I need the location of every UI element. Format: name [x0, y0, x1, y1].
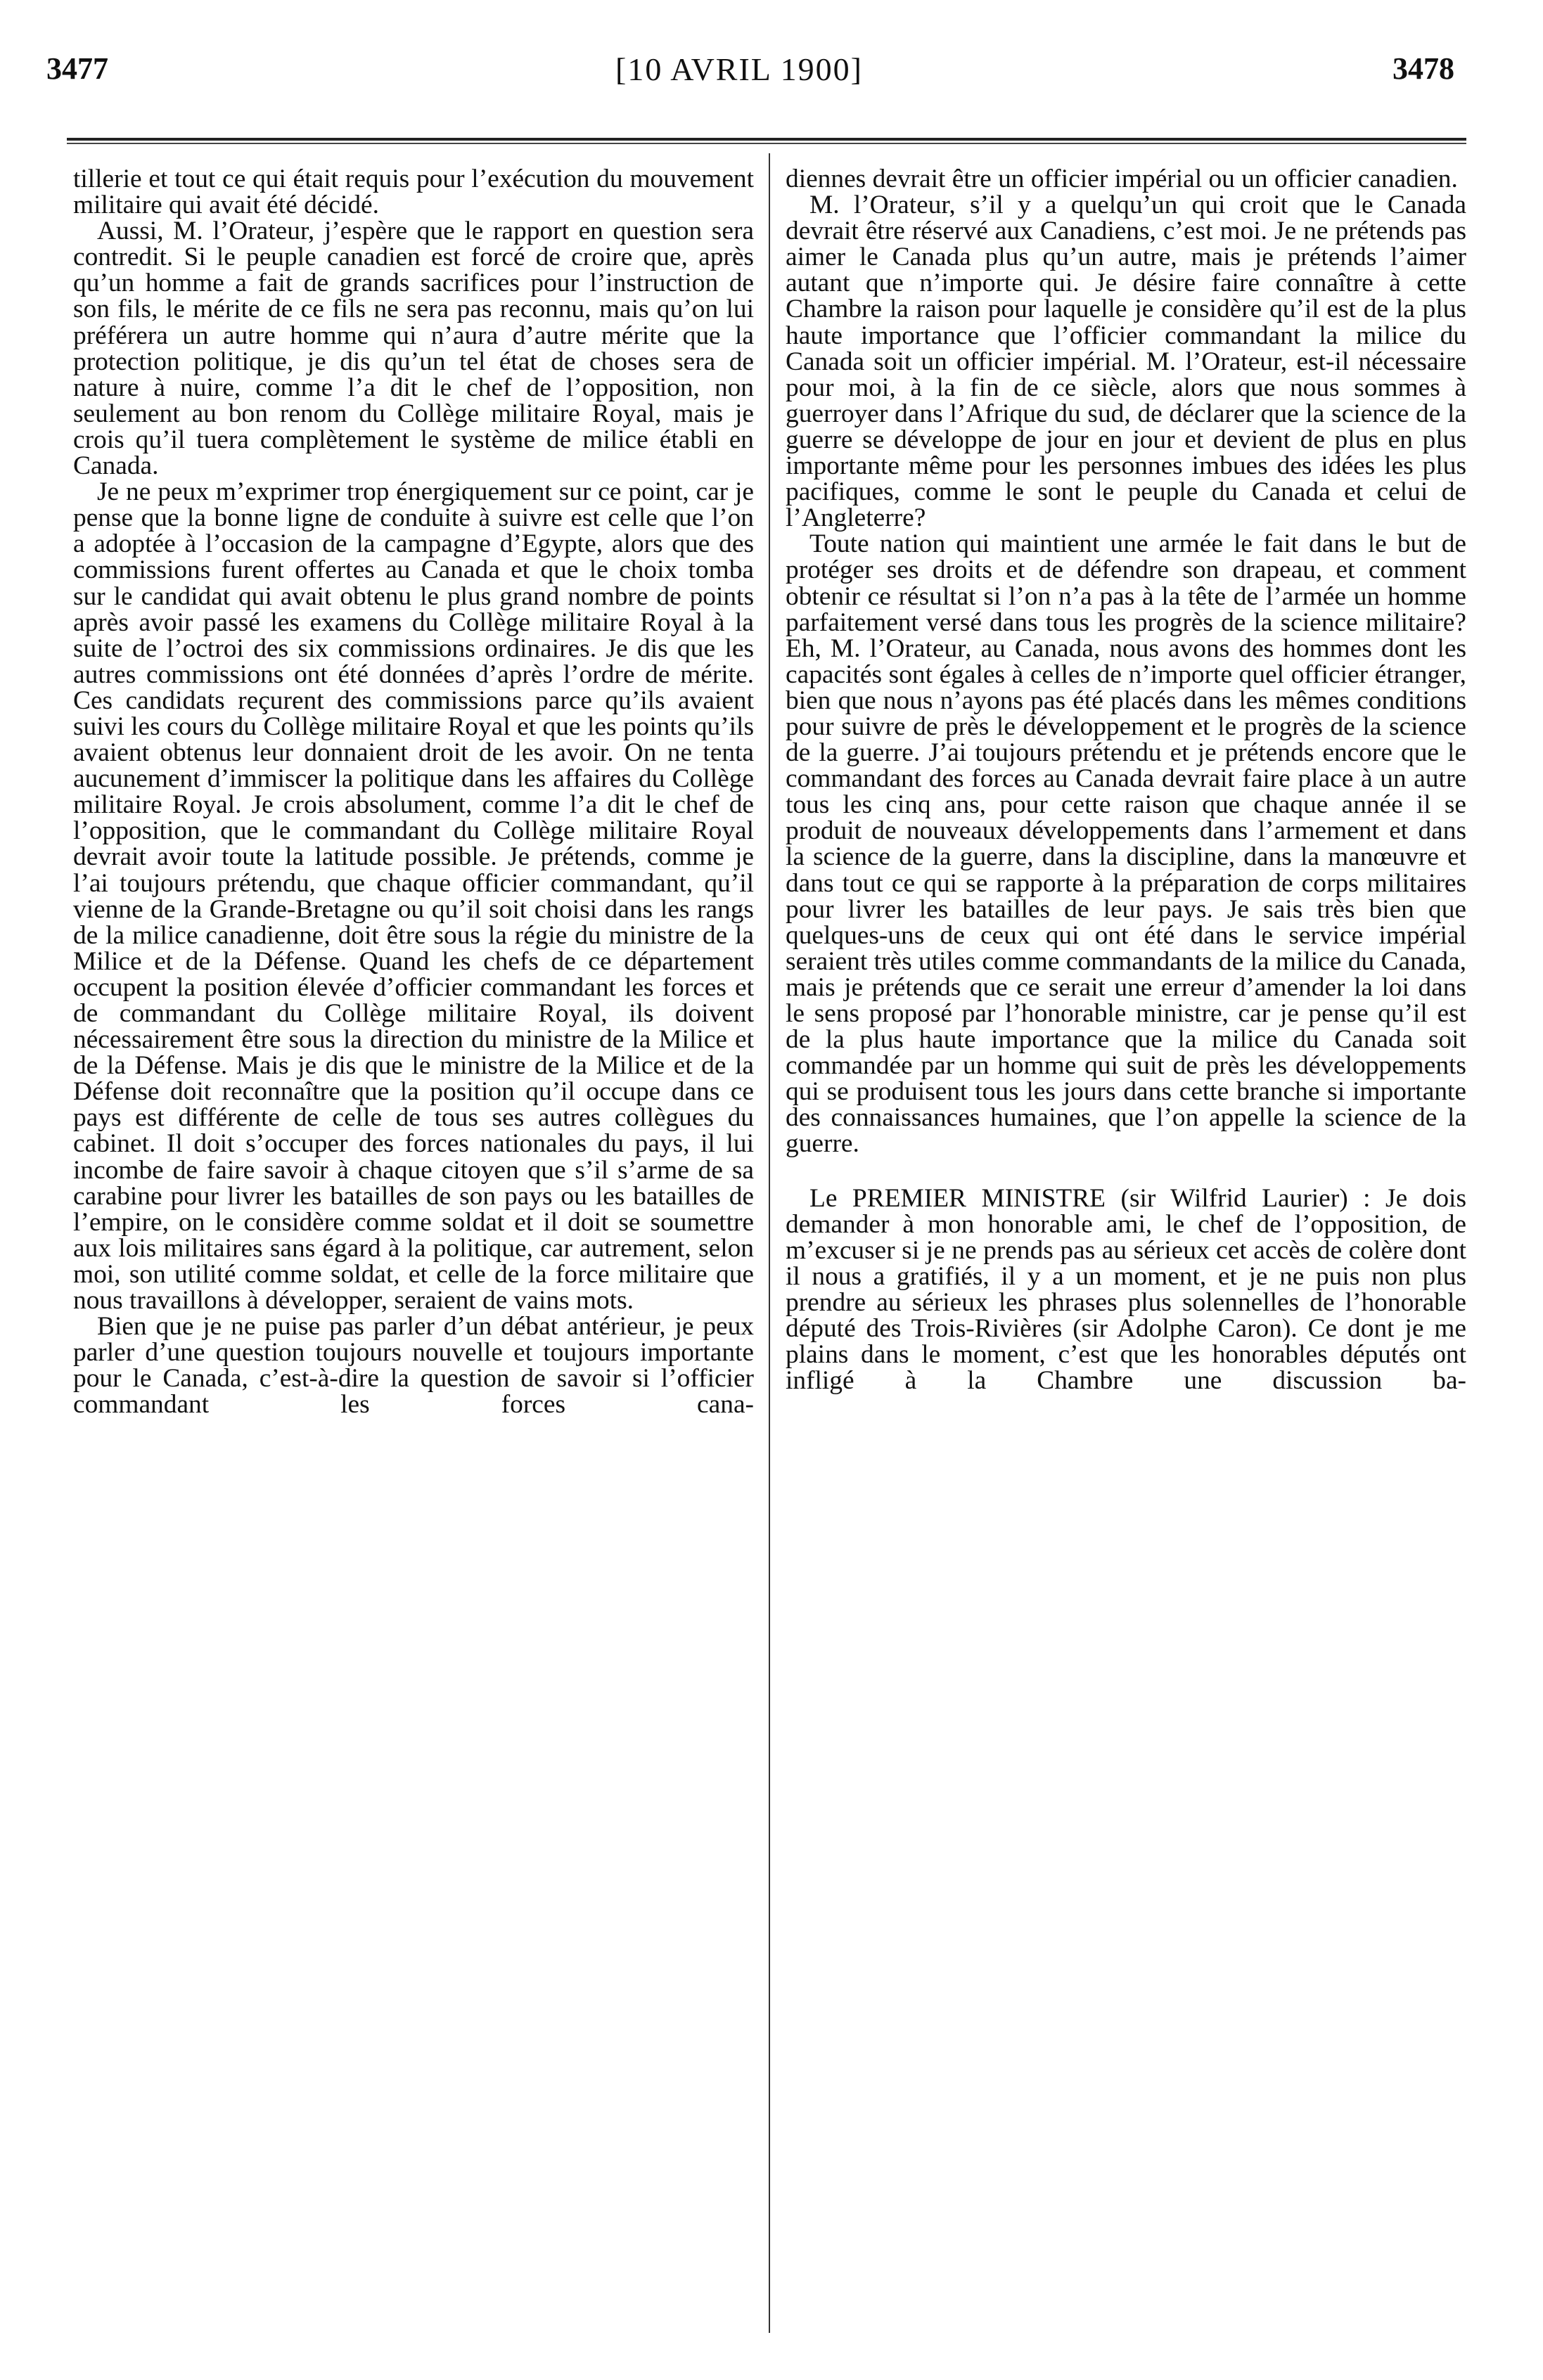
speaker-paragraph: Le PREMIER MINISTRE (sir Wilfrid Laurier) : Je dois demander à mon honorable ami, le chef de l’opposition, de m’excuser si je ne prends pas au sérieux cet accès de colère dont il nous a gratifiés, il y a un moment, et je ne puis non plus prendre au sérieux les phrases plus solennelles de l’honorable député des Trois-Rivières (sir Adolphe Caron). Ce dont je me plains dans le moment, c’est que les honorables députés ont infligé à la Chambre une discussion ba- — [786, 1183, 1466, 1396]
right-column — [786, 166, 1466, 2331]
paragraph: diennes devrait être un officier impérial ou un officier canadien. — [786, 166, 1458, 193]
paragraph: Bien que je ne puise pas parler d’un débat antérieur, je peux parler d’une question toujours nouvelle et toujours importante pour le Canada, c’est-à-dire la question de savoir si l’officier commandant les forces cana- — [73, 1312, 754, 1420]
page-number-left: 3477 — [46, 51, 108, 86]
page-number-right: 3478 — [1392, 51, 1454, 86]
header-date: [10 AVRIL 1900] — [615, 51, 863, 87]
page-header — [0, 0, 1543, 134]
left-column — [73, 166, 754, 2331]
paragraph: Je ne peux m’exprimer trop énergiquement sur ce point, car je pense que la bonne ligne de conduite à suivre est celle que l’on a adoptée à l’occasion de la campagne d’Egypte, alors que des commissions furent offertes au Canada et que le choix tomba sur le candidat qui avait obtenu le plus grand nombre de points après avoir passé les examens du Collège militaire Royal à la suite de l’octroi des six commissions ordinaires. Je dis que les autres commissions ont été données d’après l’ordre de mérite. Ces candidats reçurent des commissions parce qu’ils avaient suivi les cours du Collège militaire Royal et que les points qu’ils avaient obtenus leur donnaient droit de les avoir. On ne tenta aucunement d’immiscer la politique dans les affaires du Collège militaire Royal. Je crois absolument, comme l’a dit le chef de l’opposition, que le commandant du Collège militaire Royal devrait avoir toute la latitude possible. Je prétends, comme je l’ai toujours prétendu, que chaque officier commandant, qu’il vienne de la Grande-Bretagne ou qu’il soit choisi dans les rangs de la milice canadienne, doit être sous la régie du ministre de la Milice et de la Défense. Quand les chefs de ce département occupent la position élevée d’officier commandant les forces et de commandant du Collège militaire Royal, ils doivent nécessairement être sous la direction du ministre de la Milice et de la Défense. Mais je dis que le ministre de la Milice et de la Défense doit reconnaître que la position qu’il occupe dans ce pays est différente de celle de tous ses autres collègues du cabinet. Il doit s’occuper des forces nationales du pays, il lui incombe de faire savoir à chaque citoyen que s’il s’arme de sa carabine pour livrer les batailles de son pays ou les batailles de l’empire, on le considère comme soldat et il doit se soumettre aux lois militaires sans égard à la politique, car autrement, selon moi, son utilité comme soldat, et celle de la force militaire que nous travaillons à développer, seraient de vains mots. — [73, 477, 754, 1316]
header-rule-thin — [67, 143, 1466, 144]
paragraph: Toute nation qui maintient une armée le fait dans le but de protéger ses droits et de défendre son drapeau, et comment obtenir ce résultat si l’on n’a pas à la tête de l’armée un homme parfaitement versé dans tous les progrès de la science militaire? Eh, M. l’Orateur, au Canada, nous avons des hommes dont les capacités sont égales à celles de n’importe quel officier étranger, bien que nous n’ayons pas été placés dans les mêmes conditions pour suivre de près le développement et le progrès de la science de la guerre. J’ai toujours prétendu et je prétends encore que le commandant des forces au Canada devrait faire place à un autre tous les cinq ans, pour cette raison que chaque année il se produit de nouveaux développements dans l’armement et dans la science de la guerre, dans la discipline, dans la manœuvre et dans tout ce qui se rapporte à la préparation de corps militaires pour livrer les batailles de leur pays. Je sais très bien que quelques-uns de ceux qui ont été dans le service impérial seraient très utiles comme commandants de la milice du Canada, mais je prétends que ce serait une erreur d’amender la loi dans le sens proposé par l’honorable ministre, car je pense qu’il est de la plus haute importance que la milice du Canada soit commandée par un homme qui suit de près les développements qui se produisent tous les jours dans cette branche si importante des connaissances humaines, que l’on appelle la science de la guerre. — [786, 529, 1466, 1159]
header-rule — [67, 138, 1466, 141]
paragraph: M. l’Orateur, s’il y a quelqu’un qui croit que le Canada devrait être réservé aux Canadiens, c’est moi. Je ne prétends pas aimer le Canada plus qu’un autre, mais je prétends l’aimer autant que n’importe qui. Je désire faire connaître à cette Chambre la raison pour laquelle je considère qu’il est de la plus haute importance que l’officier commandant la milice du Canada soit un officier impérial. M. l’Orateur, est-il nécessaire pour moi, à la fin de ce siècle, alors que nous sommes à guerroyer dans l’Afrique du sud, de déclarer que la science de la guerre se développe de jour en jour et devient de plus en plus importante même pour les personnes imbues des idées les plus pacifiques, comme le sont le peuple du Canada et celui de l’Angleterre? — [786, 191, 1466, 533]
paragraph: tillerie et tout ce qui était requis pour l’exécution du mouvement militaire qui avait été décidé. — [73, 166, 754, 220]
paragraph: Aussi, M. l’Orateur, j’espère que le rapport en question sera contredit. Si le peuple canadien est forcé de croire que, après qu’un homme a fait de grands sacrifices pour l’instruction de son fils, le mérite de ce fils ne sera pas reconnu, mais qu’on lui préférera un autre homme qui n’aura d’autre mérite que la protection politique, je dis qu’un tel état de choses sera de nature à nuire, comme l’a dit le chef de l’opposition, non seulement au bon renom du Collège militaire Royal, mais je crois qu’il tuera complètement le système de milice établi en Canada. — [73, 217, 754, 481]
column-divider — [769, 153, 770, 2333]
